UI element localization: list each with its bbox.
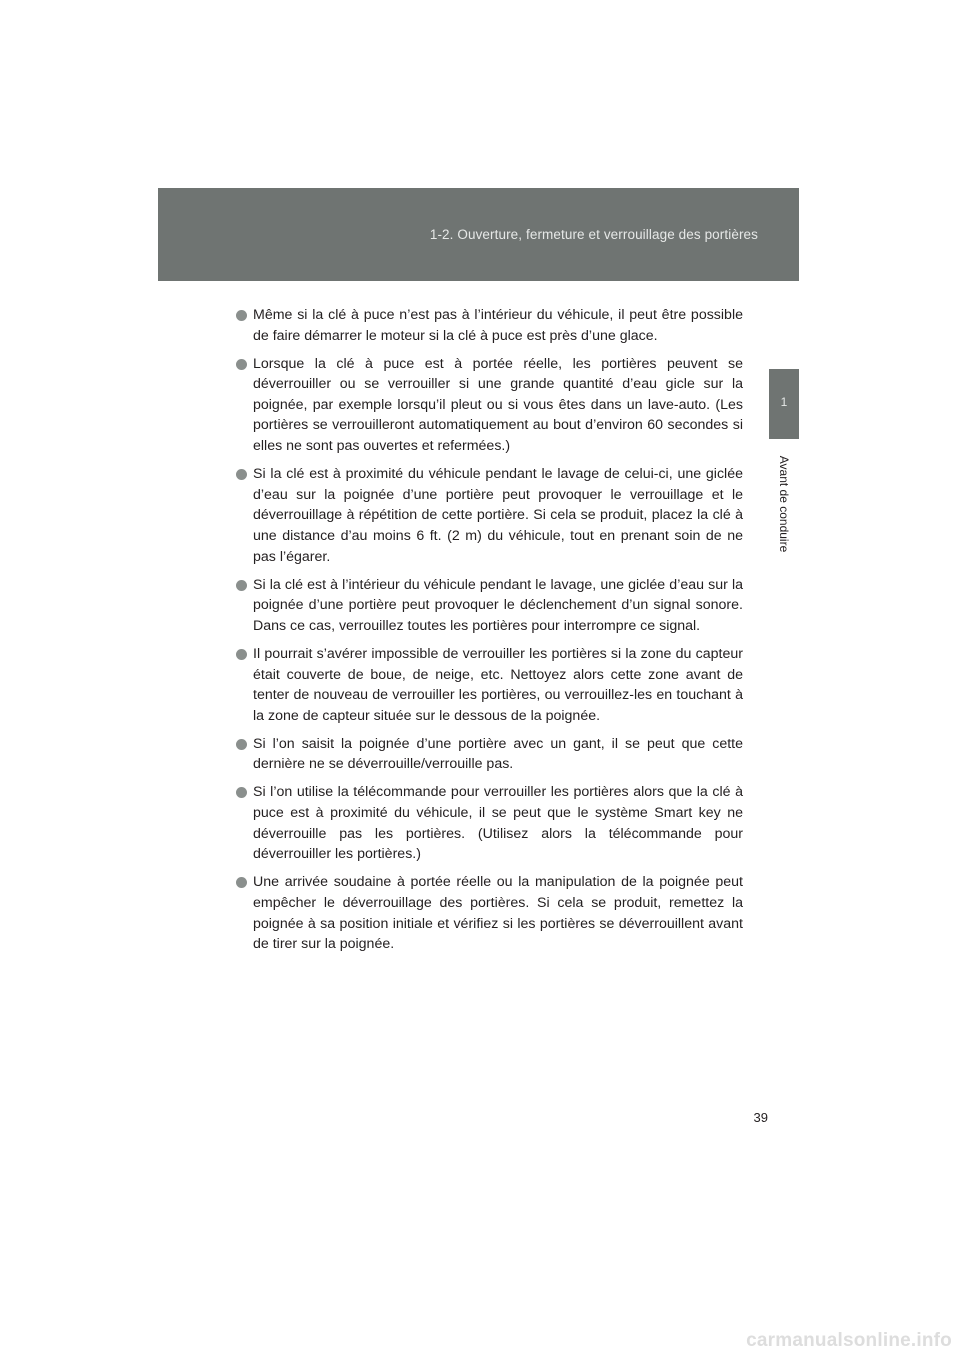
section-title: 1-2. Ouverture, fermeture et verrouillage des portières xyxy=(429,227,758,242)
bullet-item xyxy=(236,644,743,726)
bullet-item xyxy=(236,734,743,775)
bullet-item xyxy=(236,305,743,346)
bullet-text: Une arrivée soudaine à portée réelle ou la manipulation de la poignée peut empêcher le déverrouillage des portières. Si cela se produit, remettez la poignée à sa position initiale et vérifiez si les portières se déverrouillent avant de tirer sur la poignée. xyxy=(253,874,743,953)
bullet-text: Lorsque la clé à puce est à portée réelle, les portières peuvent se déverrouiller ou se verrouiller si une grande quantité d’eau gicle sur la poignée, par exemple lorsqu’il pleut ou si vous êtes dans un lave-auto. (Les portières se verrouilleront automatiquement au bout d’environ 60 secondes si elles ne sont pas ouvertes et refermées.) xyxy=(253,355,743,455)
bullet-item xyxy=(236,354,743,457)
page-number: 39 xyxy=(753,1110,768,1125)
bullet-item xyxy=(236,872,743,954)
bullet-text: Si l’on utilise la télécommande pour verrouiller les portières alors que la clé à puce est à proximité du véhicule, il se peut que le système Smart key ne déverrouille pas les portières. (Utilisez alors la télécommande pour déverrouiller les portières.) xyxy=(253,784,743,863)
bullet-text: Si l’on saisit la poignée d’une portière avec un gant, il se peut que cette dernière ne se déverrouille/verrouille pas. xyxy=(253,735,743,773)
bullet-list xyxy=(236,305,743,962)
bullet-icon xyxy=(236,787,247,798)
bullet-icon xyxy=(236,739,247,750)
bullet-item xyxy=(236,575,743,637)
bullet-icon xyxy=(236,469,247,480)
bullet-icon xyxy=(236,649,247,660)
bullet-text: Si la clé est à proximité du véhicule pendant le lavage de celui-ci, une giclée d’eau sur la poignée d’une portière peut provoquer le verrouillage et le déverrouillage à répétition de cette portière. Si cela se produit, placez la clé à une distance d’au moins 6 ft. (2 m) du véhicule, tout en prenant soin de ne pas l’égarer. xyxy=(253,466,743,565)
bullet-icon xyxy=(236,580,247,591)
bullet-text: Si la clé est à l’intérieur du véhicule pendant le lavage, une giclée d’eau sur la poignée d’une portière peut provoquer le déclenchement d’un signal sonore. Dans ce cas, verrouillez toutes les portières pour interrompre ce signal. xyxy=(253,576,743,634)
chapter-label: Avant de conduire xyxy=(777,455,791,553)
bullet-text: Même si la clé à puce n’est pas à l’intérieur du véhicule, il peut être possible de faire démarrer le moteur si la clé à puce est près d’une glace. xyxy=(253,307,743,344)
bullet-icon xyxy=(236,310,247,321)
bullet-icon xyxy=(236,359,247,370)
chapter-tab xyxy=(769,369,799,439)
watermark: carmanualsonline.info xyxy=(746,1330,952,1351)
bullet-item xyxy=(236,464,743,567)
bullet-item xyxy=(236,782,743,864)
bullet-text: Il pourrait s’avérer impossible de verrouiller les portières si la zone du capteur était couverte de boue, de neige, etc. Nettoyez alors cette zone avant de tenter de nouveau de verrouiller les portières, ou verrouillez-les en touchant à la zone de capteur située sur le dessous de la poignée. xyxy=(253,645,743,724)
section-header-band xyxy=(158,188,799,281)
bullet-icon xyxy=(236,877,247,888)
chapter-number: 1 xyxy=(780,395,788,409)
